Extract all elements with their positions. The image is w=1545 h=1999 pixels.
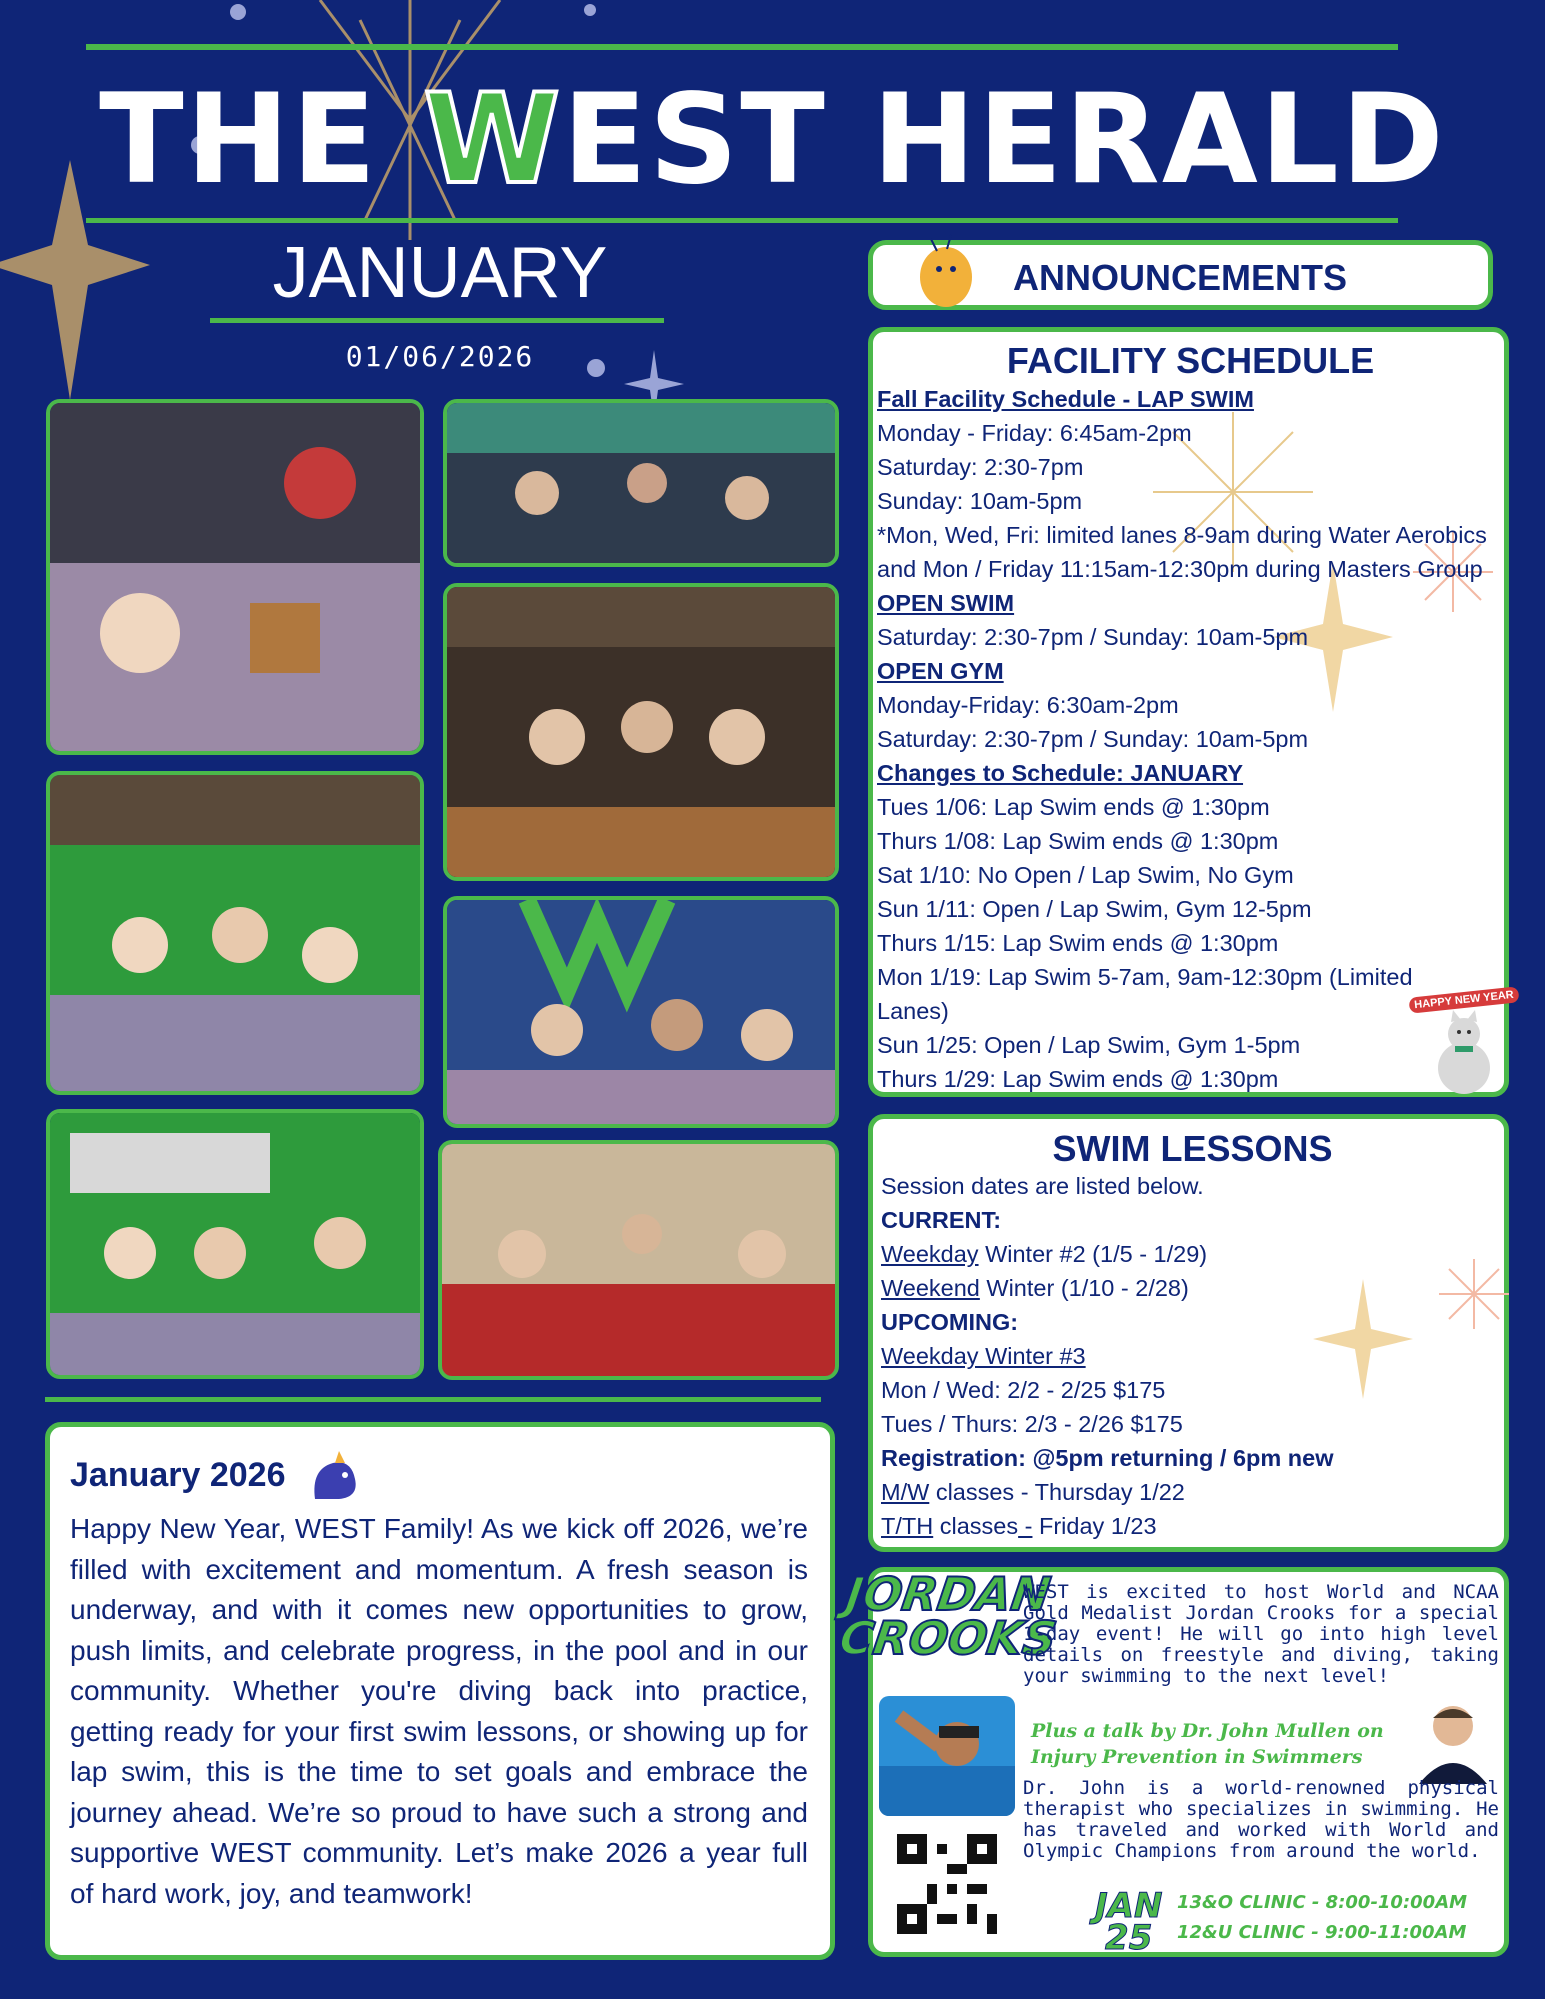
schedule-line: Thurs 1/15: Lap Swim ends @ 1:30pm (877, 930, 1279, 956)
jordan-crooks-name: JORDAN CROOKS (836, 1567, 1060, 1665)
schedule-section-heading: OPEN SWIM (877, 590, 1015, 616)
schedule-line: Saturday: 2:30-7pm (877, 454, 1084, 480)
dot-1 (230, 4, 246, 20)
january-letter-card (45, 1422, 835, 1960)
happy-new-year-cat-sticker (1409, 988, 1519, 1102)
photo-gingerbread-table (46, 399, 424, 755)
schedule-section-heading: OPEN GYM (877, 658, 1004, 684)
jordan-crooks-event-card (836, 1567, 1509, 1958)
schedule-line: Thurs 1/08: Lap Swim ends @ 1:30pm (877, 828, 1279, 854)
schedule-line: Saturday: 2:30-7pm / Sunday: 10am-5pm (877, 624, 1309, 650)
clinic-13-and-over: 13&O CLINIC - 8:00-10:00AM (1177, 1892, 1468, 1913)
schedule-section-heading: Fall Facility Schedule - LAP SWIM (877, 386, 1254, 412)
photo-kids-w-wall (443, 896, 839, 1128)
schedule-line: Monday - Friday: 6:45am-2pm (877, 420, 1192, 446)
schedule-line: Monday-Friday: 6:30am-2pm (877, 692, 1179, 718)
masthead-bottom-rule (86, 218, 1398, 223)
masthead-w-logo: W (423, 68, 563, 212)
photo-kids-gingerbread (46, 1109, 424, 1379)
dr-john-bio: Dr. John is a world-renowned physical therapist who specializes in swimming. He has traveled and worked with World and Olympic Champions from around the world. (1023, 1777, 1499, 1862)
dot-4 (587, 359, 605, 377)
current-weekday-session: Weekday Winter #2 (1/5 - 1/29) (881, 1241, 1208, 1267)
gold-star-icon (1313, 1279, 1413, 1399)
photo-kids-green-room (46, 771, 424, 1095)
schedule-line: Sunday: 10am-5pm (877, 488, 1083, 514)
announcements-header (868, 240, 1493, 310)
schedule-line: and Mon / Friday 11:15am-12:30pm during Masters Group (877, 556, 1483, 582)
clinic-12-and-under: 12&U CLINIC - 9:00-11:00AM (1177, 1922, 1467, 1943)
peach-sparkle-icon (1439, 1259, 1509, 1329)
current-label: CURRENT: (881, 1207, 1002, 1233)
registration-info: Registration: @5pm returning / 6pm new (881, 1445, 1334, 1471)
schedule-line: *Mon, Wed, Fri: limited lanes 8-9am during Water Aerobics (877, 522, 1487, 548)
masthead-top-rule (86, 44, 1398, 50)
schedule-line: Saturday: 2:30-7pm / Sunday: 10am-5pm (877, 726, 1309, 752)
facility-schedule-list (877, 382, 1504, 1096)
tth-registration: T/TH classes - Friday 1/23 (881, 1513, 1157, 1539)
upcoming-tue-thu: Tues / Thurs: 2/3 - 2/26 $175 (881, 1411, 1183, 1437)
swimmer-photo (879, 1696, 1015, 1816)
schedule-line: Sun 1/11: Open / Lap Swim, Gym 12-5pm (877, 896, 1312, 922)
letter-body: Happy New Year, WEST Family! As we kick off 2026, we’re filled with excitement and momentum. A fresh season is underway, and with it comes new opportunities to grow, push limits, and celebrate progress, in the pool and in our community. Whether you're diving back into practice, getting ready for your first swim lessons, or showing up for lap swim, this is the time to set goals and embrace the journey ahead. We’re so proud to have such a strong and supportive WEST community. Let’s make 2026 a year full of hard work, joy, and teamwork! (70, 1513, 808, 1909)
dot-2 (584, 4, 596, 16)
schedule-line: Tues 1/06: Lap Swim ends @ 1:30pm (877, 794, 1270, 820)
month-title: JANUARY (272, 233, 608, 313)
schedule-line: Sun 1/25: Open / Lap Swim, Gym 1-5pm (877, 1032, 1301, 1058)
schedule-line: Thurs 1/29: Lap Swim ends @ 1:30pm (877, 1066, 1279, 1092)
schedule-line: Sat 1/10: No Open / Lap Swim, No Gym (877, 862, 1294, 888)
month-rule (210, 318, 664, 323)
dr-john-portrait (1407, 1692, 1499, 1784)
upcoming-mon-wed: Mon / Wed: 2/2 - 2/25 $175 (881, 1377, 1166, 1403)
swim-lessons-title: SWIM LESSONS (1052, 1128, 1333, 1169)
event-description: WEST is excited to host World and NCAA Gold Medalist Jordan Crooks for a special 1-day event! He will go into high level details on freestyle and diving, taking your swimming to the next level! (1023, 1581, 1499, 1687)
upcoming-label: UPCOMING: (881, 1309, 1019, 1335)
upcoming-session-name: Weekday Winter #3 (881, 1343, 1086, 1369)
masthead-title: THE WEST HERALD (99, 68, 1446, 212)
happy-new-year-banner: HAPPY NEW YEAR (1408, 986, 1519, 1013)
issue-date: 01/06/2026 (345, 340, 535, 373)
photo-holiday-dinner (438, 1140, 839, 1380)
event-date: JAN 25 (1095, 1886, 1163, 1958)
qr-code-icon[interactable] (897, 1834, 997, 1934)
letter-title: January 2026 (70, 1449, 808, 1505)
cat-icon (1409, 1008, 1519, 1098)
announcements-label: ANNOUNCEMENTS (1013, 257, 1348, 298)
swim-lessons-intro: Session dates are listed below. (881, 1173, 1204, 1199)
photo-party-group (443, 399, 839, 567)
schedule-section-heading: Changes to Schedule: JANUARY (877, 760, 1244, 786)
swim-lessons-card (868, 1114, 1509, 1552)
photo-teens-gifts (443, 583, 839, 881)
facility-schedule-card (868, 327, 1515, 1097)
guest-talk-title: Plus a talk by Dr. John Mullen on Injury Prevention in Swimmers (1031, 1720, 1384, 1768)
facility-schedule-title: FACILITY SCHEDULE (1006, 340, 1375, 381)
dinosaur-mascot-icon (911, 227, 981, 311)
section-divider (45, 1397, 821, 1402)
mw-registration: M/W classes - Thursday 1/22 (881, 1479, 1185, 1505)
schedule-line: Mon 1/19: Lap Swim 5-7am, 9am-12:30pm (Limited Lanes) (877, 964, 1413, 1024)
dragon-mascot-icon (305, 1449, 365, 1505)
current-weekend-session: Weekend Winter (1/10 - 2/28) (881, 1275, 1189, 1301)
